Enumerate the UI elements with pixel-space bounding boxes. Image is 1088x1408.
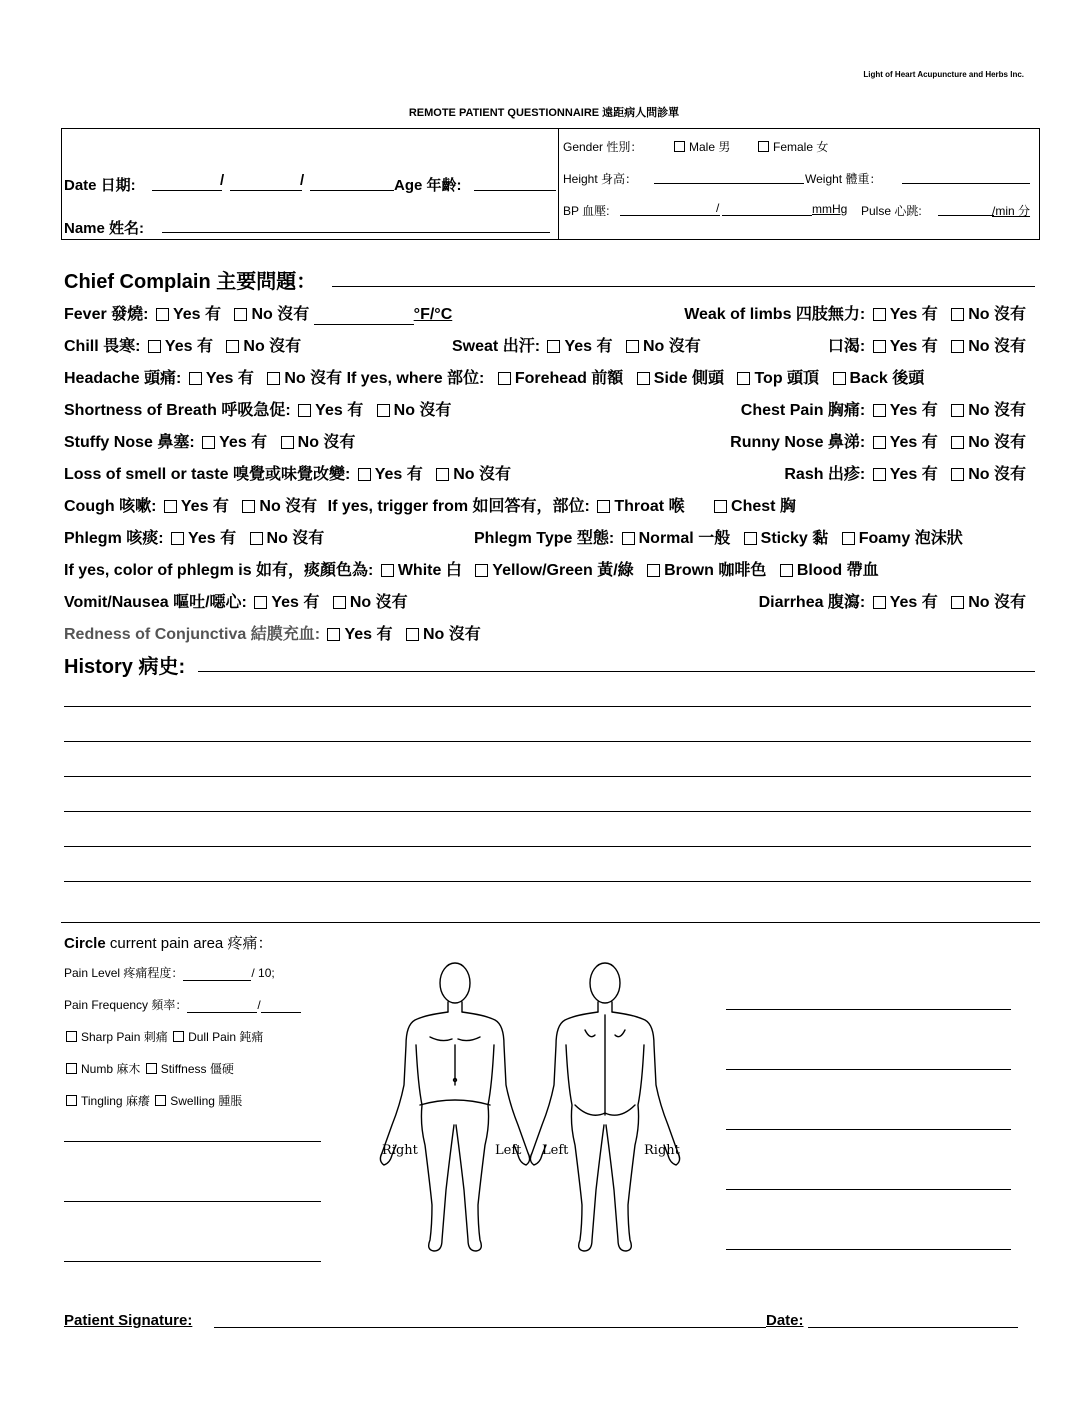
front-right-label: Right	[382, 1143, 418, 1158]
pain-type-row-1	[64, 1028, 263, 1045]
pain-note-line-left-2[interactable]	[64, 1201, 321, 1202]
stuffy-yes-label: Yes 有	[219, 434, 268, 451]
chief-complain-label: Chief Complain 主要問題：	[64, 271, 317, 293]
bp-systolic-field[interactable]	[620, 215, 720, 216]
fever-no-label: No 沒有	[251, 306, 310, 323]
sticky-checkbox[interactable]	[744, 532, 757, 545]
history-line-2[interactable]	[64, 706, 1031, 707]
smell-yes-checkbox[interactable]	[358, 468, 371, 481]
white-label: White 白	[397, 562, 462, 579]
headache-no-label: No 沒有	[284, 370, 343, 387]
back-label: Back 後頭	[849, 370, 925, 387]
phlegm-yes-label: Yes 有	[188, 530, 237, 547]
pain-frequency-label: Pain Frequency 頻率：	[64, 998, 188, 1012]
top-label: Top 頭頂	[754, 370, 820, 387]
diarrhea-label: Diarrhea 腹瀉:	[758, 594, 866, 611]
vomit-no-label: No 沒有	[349, 594, 408, 611]
pain-frequency-row	[64, 996, 301, 1013]
sweat-row	[452, 333, 701, 356]
thirst-no-checkbox[interactable]	[951, 340, 964, 353]
vomit-no-checkbox[interactable]	[333, 596, 346, 609]
cough-yes-label: Yes 有	[180, 498, 229, 515]
history-label: History 病史:	[64, 656, 186, 678]
smell-label: Loss of smell or taste 嗅覺或味覺改變:	[64, 466, 351, 483]
age-field[interactable]	[474, 190, 556, 191]
pain-note-line-left-1[interactable]	[64, 1141, 321, 1142]
rash-row	[784, 461, 1026, 484]
chest-checkbox[interactable]	[714, 500, 727, 513]
pain-note-line-right-3[interactable]	[726, 1129, 1011, 1130]
shortness-yes-checkbox[interactable]	[298, 404, 311, 417]
normal-checkbox[interactable]	[622, 532, 635, 545]
fever-no-checkbox[interactable]	[234, 308, 247, 321]
sweat-label: Sweat 出汗:	[452, 338, 541, 355]
conjunctiva-yes-checkbox[interactable]	[327, 628, 340, 641]
pain-level-suffix: / 10;	[251, 966, 275, 980]
pain-note-line-right-2[interactable]	[726, 1069, 1011, 1070]
pulse-label: Pulse 心跳:	[861, 204, 922, 218]
pain-frequency-field-2[interactable]	[261, 998, 301, 1013]
vomit-yes-label: Yes 有	[271, 594, 320, 611]
cough-yes-checkbox[interactable]	[164, 500, 177, 513]
headache-label: Headache 頭痛:	[64, 370, 182, 387]
chest-label: Chest 胸	[731, 498, 796, 515]
top-checkbox[interactable]	[737, 372, 750, 385]
stuffy-no-label: No 沒有	[297, 434, 356, 451]
vomit-row	[64, 589, 408, 612]
stuffy-row	[64, 429, 355, 452]
headache-row	[64, 365, 924, 388]
pain-note-line-right-5[interactable]	[726, 1249, 1011, 1250]
fever-temp-field[interactable]	[314, 306, 414, 325]
rash-yes-label: Yes 有	[889, 466, 938, 483]
back-right-label: Right	[644, 1143, 680, 1158]
fever-yes-label: Yes 有	[172, 306, 221, 323]
front-body-figure[interactable]	[380, 963, 529, 1251]
weight-label: Weight 體重：	[805, 172, 882, 186]
pain-level-field[interactable]	[183, 966, 251, 981]
pain-type-row-3	[64, 1092, 242, 1109]
date-slash-2: /	[300, 172, 305, 189]
diarrhea-no-checkbox[interactable]	[951, 596, 964, 609]
fever-yes-checkbox[interactable]	[156, 308, 169, 321]
weight-field[interactable]	[902, 183, 1030, 184]
vomit-yes-checkbox[interactable]	[254, 596, 267, 609]
sweat-yes-checkbox[interactable]	[547, 340, 560, 353]
female-label: Female 女	[773, 140, 829, 154]
chest-pain-yes-label: Yes 有	[889, 402, 938, 419]
stuffy-yes-checkbox[interactable]	[202, 436, 215, 449]
signature-label: Patient Signature:	[64, 1312, 193, 1329]
bp-diastolic-field[interactable]	[722, 215, 812, 216]
conjunctiva-yes-label: Yes 有	[344, 626, 393, 643]
date-label: Date 日期:	[64, 177, 136, 194]
pain-level-row	[64, 964, 275, 981]
section-divider	[61, 922, 1040, 923]
history-line-3[interactable]	[64, 741, 1031, 742]
runny-no-label: No 沒有	[968, 434, 1026, 451]
history-line-6[interactable]	[64, 846, 1031, 847]
weak-no-label: No 沒有	[968, 306, 1026, 323]
pain-frequency-field-1[interactable]	[187, 998, 257, 1013]
headache-no-checkbox[interactable]	[267, 372, 280, 385]
company-name: Light of Heart Acupuncture and Herbs Inc.	[863, 70, 1024, 79]
male-label: Male 男	[689, 140, 731, 154]
numb-label: Numb 麻木	[81, 1062, 141, 1076]
pain-note-line-left-3[interactable]	[64, 1261, 321, 1262]
tingling-checkbox[interactable]	[66, 1095, 77, 1106]
runny-yes-checkbox[interactable]	[873, 436, 886, 449]
form-title: REMOTE PATIENT QUESTIONNAIRE 遠距病人問診單	[408, 107, 680, 119]
cough-label: Cough 咳嗽:	[64, 498, 157, 515]
date-slash-1: /	[220, 172, 225, 189]
smell-yes-label: Yes 有	[374, 466, 423, 483]
pulse-unit: /min 分	[992, 204, 1031, 218]
thirst-row	[828, 333, 1026, 356]
fever-unit: °F/°C	[413, 306, 453, 323]
fever-label: Fever 發燒:	[64, 306, 149, 323]
runny-row	[730, 429, 1026, 452]
cough-trigger-label: If yes, trigger from 如回答有，部位:	[327, 498, 590, 515]
gender-female-option[interactable]	[756, 138, 828, 155]
dull-pain-label: Dull Pain 鈍痛	[188, 1030, 264, 1044]
sweat-yes-label: Yes 有	[564, 338, 613, 355]
height-field[interactable]	[654, 183, 804, 184]
date-month-field[interactable]	[152, 190, 222, 191]
name-label: Name 姓名:	[64, 220, 145, 237]
blood-label: Blood 帶血	[796, 562, 879, 579]
header-divider	[558, 128, 559, 240]
gender-male-option[interactable]	[672, 138, 730, 155]
sweat-no-checkbox[interactable]	[626, 340, 639, 353]
body-diagram[interactable]	[370, 955, 690, 1260]
shortness-label: Shortness of Breath 呼吸急促:	[64, 402, 291, 419]
foamy-label: Foamy 泡沫狀	[858, 530, 963, 547]
phlegm-row	[64, 525, 324, 548]
age-label: Age 年齡:	[394, 177, 462, 194]
chill-row	[64, 333, 301, 356]
pain-type-row-2	[64, 1060, 234, 1077]
weak-yes-checkbox[interactable]	[873, 308, 886, 321]
rash-no-label: No 沒有	[968, 466, 1026, 483]
pulse-field[interactable]	[938, 215, 994, 216]
chest-pain-no-label: No 沒有	[968, 402, 1026, 419]
name-field[interactable]	[162, 232, 550, 233]
pain-frequency-slash: /	[257, 998, 261, 1012]
footer-date-field[interactable]	[808, 1327, 1018, 1328]
side-label: Side 側頭	[653, 370, 725, 387]
stiffness-checkbox[interactable]	[146, 1063, 157, 1074]
phlegm-label: Phlegm 咳痰:	[64, 530, 164, 547]
blood-checkbox[interactable]	[780, 564, 793, 577]
brown-label: Brown 咖啡色	[664, 562, 767, 579]
pain-note-line-right-1[interactable]	[726, 1009, 1011, 1010]
normal-label: Normal 一般	[638, 530, 731, 547]
conjunctiva-no-checkbox[interactable]	[406, 628, 419, 641]
chest-pain-yes-checkbox[interactable]	[873, 404, 886, 417]
footer-date-label: Date:	[766, 1312, 804, 1329]
conjunctiva-label: Redness of Conjunctiva 結膜充血:	[64, 626, 321, 643]
gender-label: Gender 性別：	[563, 140, 643, 154]
conjunctiva-row	[64, 621, 481, 644]
sticky-label: Sticky 黏	[760, 530, 829, 547]
chill-no-checkbox[interactable]	[226, 340, 239, 353]
phlegm-no-checkbox[interactable]	[250, 532, 263, 545]
date-day-field[interactable]	[230, 190, 302, 191]
chest-pain-no-checkbox[interactable]	[951, 404, 964, 417]
pain-area-text: current pain area 疼痛：	[105, 935, 273, 952]
history-line-5[interactable]	[64, 811, 1031, 812]
weak-row	[684, 301, 1026, 324]
throat-label: Throat 喉	[614, 498, 685, 515]
circle-word: Circle	[64, 935, 106, 952]
runny-yes-label: Yes 有	[889, 434, 938, 451]
bp-label: BP 血壓:	[563, 204, 610, 218]
brown-checkbox[interactable]	[647, 564, 660, 577]
smell-row	[64, 461, 511, 484]
male-checkbox[interactable]	[674, 141, 685, 152]
thirst-no-label: No 沒有	[968, 338, 1026, 355]
phlegm-color-label: If yes, color of phlegm is 如有，痰顏色為:	[64, 562, 374, 579]
stuffy-no-checkbox[interactable]	[281, 436, 294, 449]
chill-label: Chill 畏寒:	[64, 338, 141, 355]
weak-yes-label: Yes 有	[889, 306, 938, 323]
phlegm-no-label: No 沒有	[266, 530, 325, 547]
sharp-pain-checkbox[interactable]	[66, 1031, 77, 1042]
chill-yes-label: Yes 有	[164, 338, 213, 355]
diarrhea-yes-checkbox[interactable]	[873, 596, 886, 609]
smell-no-label: No 沒有	[453, 466, 512, 483]
female-checkbox[interactable]	[758, 141, 769, 152]
rash-no-checkbox[interactable]	[951, 468, 964, 481]
forehead-checkbox[interactable]	[498, 372, 511, 385]
swelling-label: Swelling 腫脹	[170, 1094, 243, 1108]
sweat-no-label: No 沒有	[642, 338, 701, 355]
shortness-row	[64, 397, 451, 420]
history-line-1[interactable]	[198, 671, 1035, 672]
swelling-checkbox[interactable]	[155, 1095, 166, 1106]
chill-no-label: No 沒有	[243, 338, 302, 355]
vomit-label: Vomit/Nausea 嘔吐/噁心:	[64, 594, 247, 611]
phlegm-type-row	[474, 525, 963, 548]
thirst-label: 口渴:	[827, 338, 866, 355]
chill-yes-checkbox[interactable]	[148, 340, 161, 353]
sharp-pain-label: Sharp Pain 刺痛	[81, 1030, 168, 1044]
shortness-no-label: No 沒有	[393, 402, 452, 419]
header-box	[61, 128, 1040, 240]
cough-no-label: No 沒有	[259, 498, 318, 515]
throat-checkbox[interactable]	[597, 500, 610, 513]
foamy-checkbox[interactable]	[842, 532, 855, 545]
tingling-label: Tingling 麻癢	[81, 1094, 150, 1108]
stiffness-label: Stiffness 僵硬	[160, 1062, 234, 1076]
history-line-7[interactable]	[64, 881, 1031, 882]
back-left-label: Left	[542, 1143, 569, 1158]
chest-pain-row	[741, 397, 1026, 420]
conjunctiva-no-label: No 沒有	[422, 626, 481, 643]
date-year-field[interactable]	[310, 190, 394, 191]
shortness-yes-label: Yes 有	[315, 402, 364, 419]
pain-area-heading	[64, 932, 272, 953]
yellow-checkbox[interactable]	[475, 564, 488, 577]
history-line-4[interactable]	[64, 776, 1031, 777]
headache-yes-label: Yes 有	[205, 370, 254, 387]
height-label: Height 身高：	[563, 172, 638, 186]
chest-pain-label: Chest Pain 胸痛:	[740, 402, 866, 419]
shortness-no-checkbox[interactable]	[377, 404, 390, 417]
back-body-figure[interactable]	[530, 963, 679, 1251]
bp-slash: /	[716, 201, 720, 215]
weak-label: Weak of limbs 四肢無力:	[684, 306, 866, 323]
yellow-label: Yellow/Green 黃/綠	[492, 562, 634, 579]
headache-where-label: If yes, where 部位:	[346, 370, 485, 387]
stuffy-label: Stuffy Nose 鼻塞:	[64, 434, 195, 451]
mmhg-unit: mmHg	[812, 202, 848, 216]
fever-row	[64, 301, 452, 325]
cough-row	[64, 493, 796, 516]
dull-pain-checkbox[interactable]	[173, 1031, 184, 1042]
pain-note-line-right-4[interactable]	[726, 1189, 1011, 1190]
thirst-yes-checkbox[interactable]	[873, 340, 886, 353]
headache-yes-checkbox[interactable]	[189, 372, 202, 385]
thirst-yes-label: Yes 有	[889, 338, 938, 355]
white-checkbox[interactable]	[381, 564, 394, 577]
rash-yes-checkbox[interactable]	[873, 468, 886, 481]
cough-no-checkbox[interactable]	[242, 500, 255, 513]
rash-label: Rash 出疹:	[784, 466, 866, 483]
signature-field[interactable]	[214, 1327, 766, 1328]
phlegm-color-row	[64, 557, 879, 580]
side-checkbox[interactable]	[637, 372, 650, 385]
diarrhea-no-label: No 沒有	[968, 594, 1026, 611]
front-left-label: Left	[495, 1143, 522, 1158]
phlegm-yes-checkbox[interactable]	[171, 532, 184, 545]
chief-complain-field[interactable]	[332, 286, 1035, 287]
smell-no-checkbox[interactable]	[436, 468, 449, 481]
diarrhea-row	[759, 589, 1026, 612]
back-checkbox[interactable]	[833, 372, 846, 385]
diarrhea-yes-label: Yes 有	[889, 594, 938, 611]
phlegm-type-label: Phlegm Type 型態:	[474, 530, 615, 547]
numb-checkbox[interactable]	[66, 1063, 77, 1074]
pain-level-label: Pain Level 疼痛程度：	[64, 966, 184, 980]
runny-label: Runny Nose 鼻涕:	[730, 434, 866, 451]
weak-no-checkbox[interactable]	[951, 308, 964, 321]
runny-no-checkbox[interactable]	[951, 436, 964, 449]
forehead-label: Forehead 前額	[514, 370, 624, 387]
